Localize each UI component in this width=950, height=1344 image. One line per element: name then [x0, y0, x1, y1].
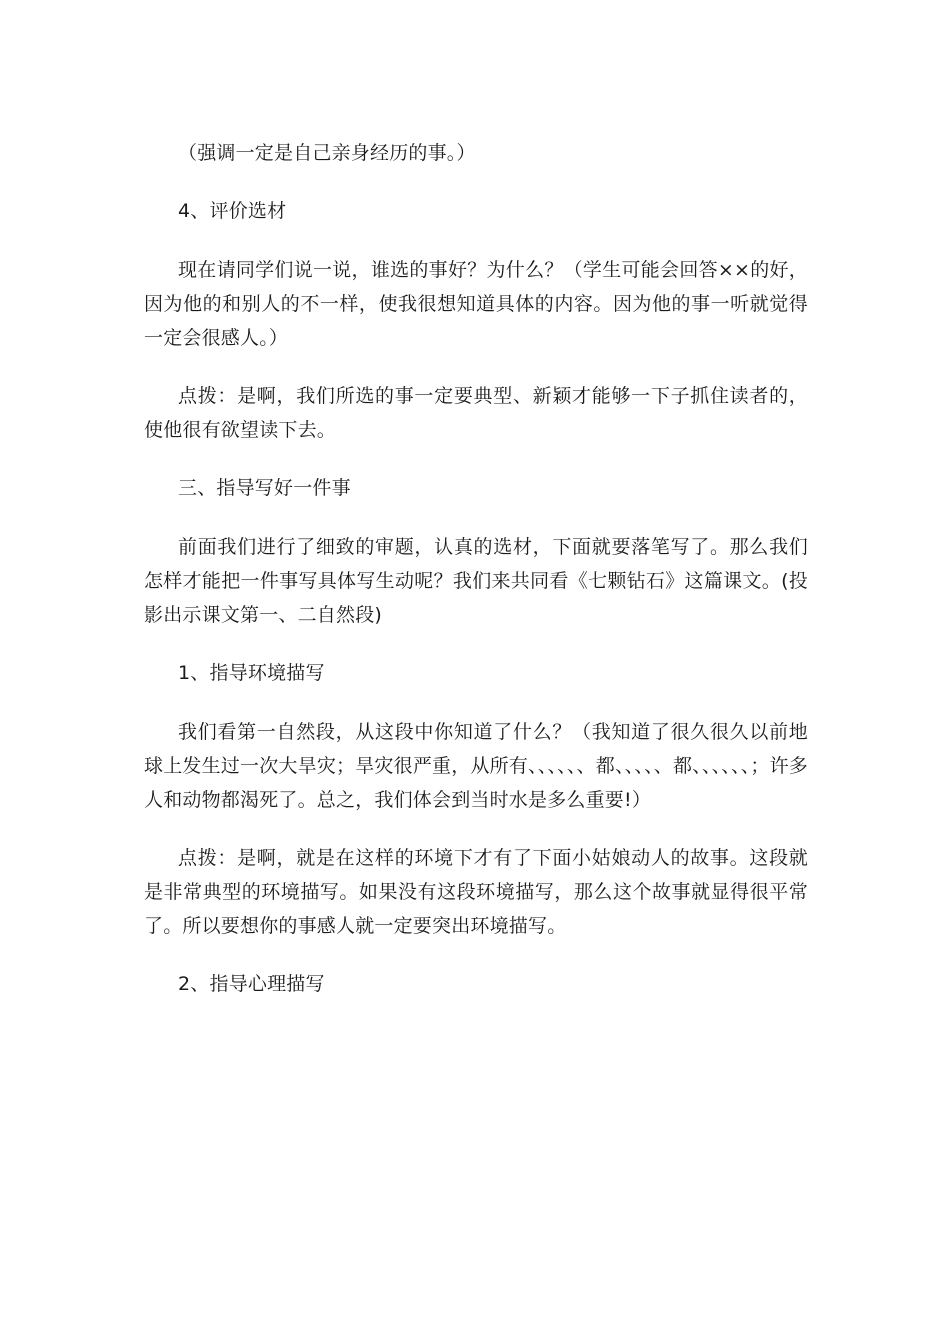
section-heading-psychology: 2、指导心理描写	[178, 973, 325, 995]
paragraph-discussion: 现在请同学们说一说，谁选的事好？为什么？（学生可能会回答××的好，因为他的和别人的不一样，使我很想知道具体的内容。因为他的事一听就觉得一定会很感人。）	[144, 259, 808, 349]
document-body	[144, 136, 808, 1026]
paragraph-introduction: 前面我们进行了细致的审题，认真的选材，下面就要落笔写了。那么我们怎样才能把一件事写具体写生动呢？我们来共同看《七颗钻石》这篇课文。(投影出示课文第一、二自然段)	[144, 536, 808, 626]
paragraph-emphasis-note: （强调一定是自己亲身经历的事。）	[178, 142, 476, 164]
paragraph-guidance-1: 点拨：是啊，我们所选的事一定要典型、新颖才能够一下子抓住读者的，使他很有欲望读下去。	[144, 385, 808, 441]
section-heading-environment: 1、指导环境描写	[178, 662, 325, 684]
section-heading-evaluate-material: 4、评价选材	[178, 200, 287, 222]
paragraph-first-section: 我们看第一自然段，从这段中你知道了什么？（我知道了很久很久以前地球上发生过一次大旱灾；旱灾很严重，从所有、、、、、、都、、、、、都、、、、、、；许多人和动物都渴死了。总之，我们体会到当时水是多么重要!）	[144, 721, 808, 811]
paragraph-guidance-2: 点拨：是啊，就是在这样的环境下才有了下面小姑娘动人的故事。这段就是非常典型的环境描写。如果没有这段环境描写，那么这个故事就显得很平常了。所以要想你的事感人就一定要突出环境描写。	[144, 847, 808, 937]
section-heading-write-one-thing: 三、指导写好一件事	[178, 477, 351, 499]
